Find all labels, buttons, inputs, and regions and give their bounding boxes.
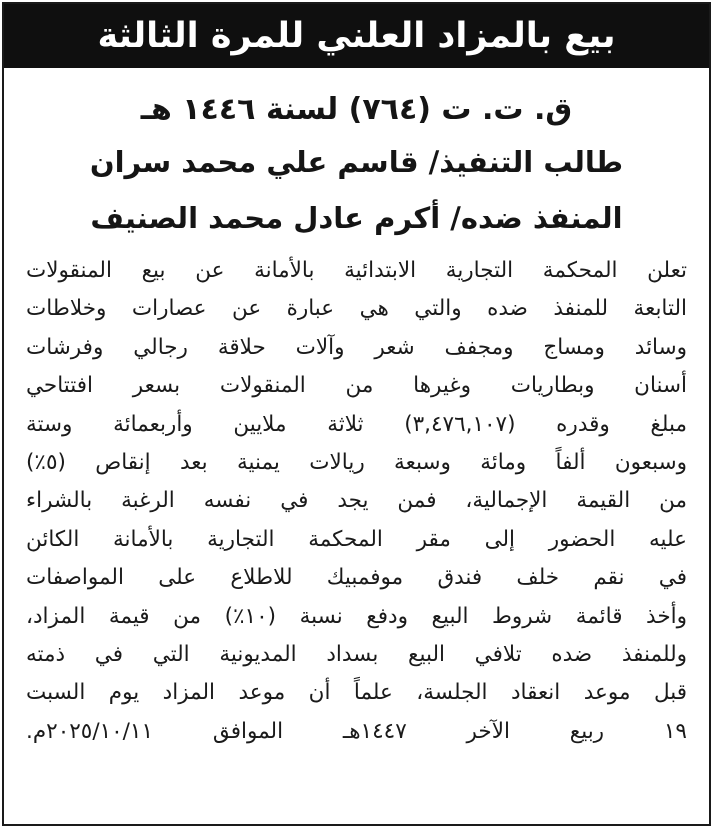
body-line: من القيمة الإجمالية، فمن يجد في نفسه الرغبة بالشراء [26,488,687,514]
case-number: ق. ت. ت (٧٦٤) لسنة ١٤٤٦ هـ [140,92,573,127]
body-line: أسنان وبطاريات وغيرها من المنقولات بسعر افتتاحي [26,373,687,399]
case-header [4,68,709,246]
body-line: في نقم خلف فندق موفمبيك للاطلاع على المواصفات [26,565,687,591]
body-line: قبل موعد انعقاد الجلسة، علماً أن موعد المزاد يوم السبت [26,680,687,706]
announcement-body [4,246,709,751]
body-line: وسبعون ألفاً ومائة وسبعة ريالات يمنية بعد إنقاص (٥٪) [26,450,687,476]
announcement-title: بيع بالمزاد العلني للمرة الثالثة [4,4,709,68]
announcement-frame [2,2,711,826]
body-line: تعلن المحكمة التجارية الابتدائية بالأمانة عن بيع المنقولات [26,258,687,283]
applicant-line: طالب التنفيذ/ قاسم علي محمد سران [89,145,624,179]
body-line: وللمنفذ ضده تلافي البيع بسداد المديونية التي في ذمته [26,642,687,668]
body-line: التابعة للمنفذ ضده والتي هي عبارة عن عصارات وخلاطات [26,296,687,322]
body-line-last: ١٩ ربيع الآخر ١٤٤٧هـ الموافق ٢٠٢٥/١٠/١١م. [26,718,687,744]
body-line: عليه الحضور إلى مقر المحكمة التجارية بالأمانة الكائن [26,526,687,552]
body-line: وأخذ قائمة شروط البيع ودفع نسبة (١٠٪) من قيمة المزاد، [26,603,687,629]
respondent-line: المنفذ ضده/ أكرم عادل محمد الصنيف [90,201,623,235]
body-line: وسائد ومساج ومجفف شعر وآلات حلاقة رجالي وفرشات [26,334,687,360]
body-line: مبلغ وقدره (٣,٤٧٦,١٠٧) ثلاثة ملايين وأربعمائة وستة [26,411,688,437]
